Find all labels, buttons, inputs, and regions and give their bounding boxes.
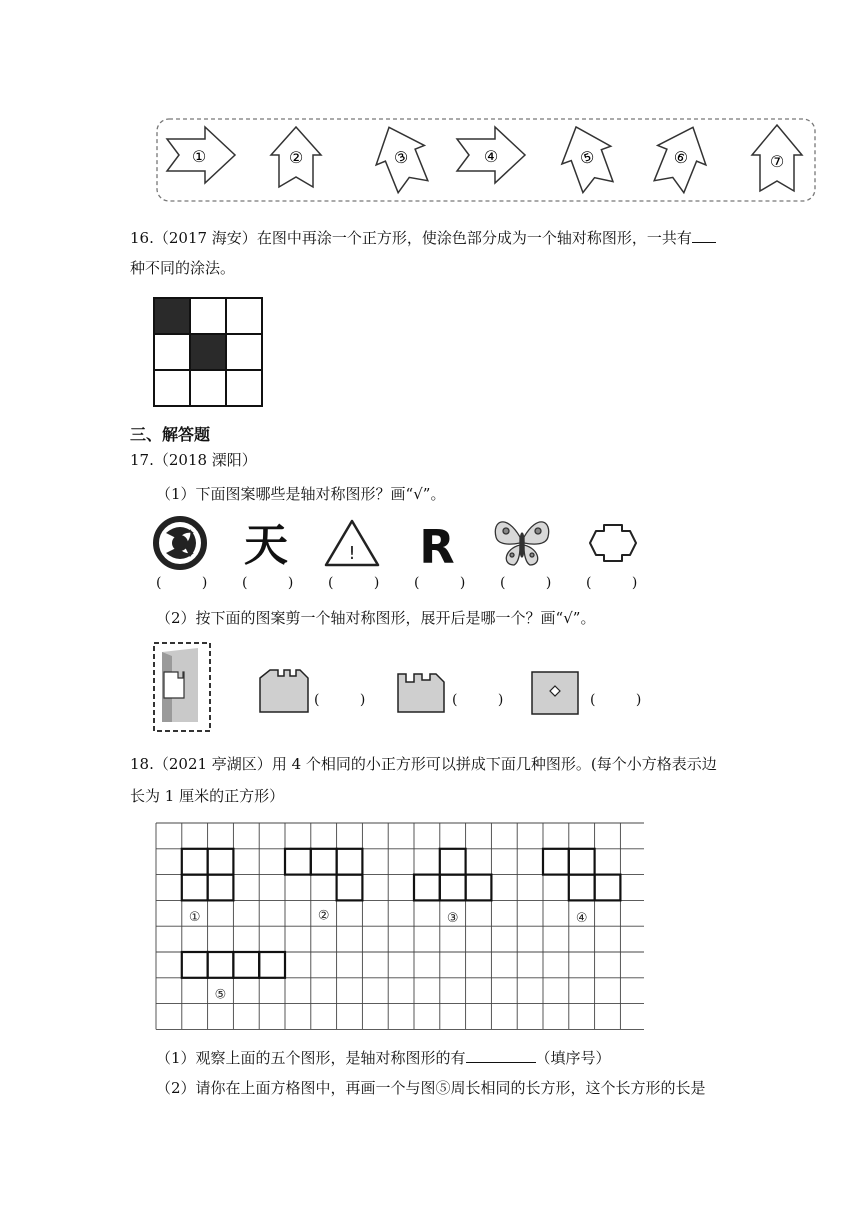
tian-character-icon: 天 bbox=[244, 520, 288, 571]
warning-mark: ! bbox=[348, 543, 356, 564]
q17-part1: （1）下面图案哪些是轴对称图形？画“√”。 bbox=[156, 485, 446, 503]
q18-text-a: 用 4 个相同的小正方形可以拼成下面几种图形。(每个小方格表示边 bbox=[271, 755, 717, 773]
q16-text-a: 在图中再涂一个正方形，使涂色部分成为一个轴对称图形，一共有 bbox=[256, 229, 692, 247]
q16-line1 bbox=[130, 226, 716, 248]
q16-source: （2017 海安） bbox=[153, 229, 257, 247]
q17-paren-4[interactable]: ( ) bbox=[414, 575, 484, 591]
arrow-5-icon bbox=[552, 118, 623, 196]
q17-paren-5[interactable]: ( ) bbox=[500, 575, 570, 591]
warning-triangle-icon bbox=[326, 521, 378, 565]
q18-square-grid bbox=[154, 820, 644, 1034]
grid-shape-label-3: ③ bbox=[446, 911, 459, 927]
arrow-5-label: ⑤ bbox=[577, 146, 598, 169]
q17-paren-2[interactable]: ( ) bbox=[242, 575, 312, 591]
logo-icon bbox=[156, 519, 204, 567]
q17-part2-paren-3[interactable]: ( ) bbox=[590, 692, 660, 708]
q18-sub1 bbox=[156, 1046, 611, 1068]
q18-sub1-answer-blank[interactable] bbox=[466, 1046, 536, 1063]
q17-header bbox=[130, 450, 257, 470]
arrow-7-label: ⑦ bbox=[769, 152, 785, 171]
grid-shape-label-1: ① bbox=[188, 909, 201, 925]
arrow-1-label: ① bbox=[191, 147, 207, 166]
q17-number: 17. bbox=[130, 451, 154, 469]
grid-shape-label-2: ② bbox=[317, 908, 330, 924]
grid-shape-2 bbox=[285, 849, 362, 901]
q17-paren-6[interactable]: ( ) bbox=[586, 575, 656, 591]
butterfly-icon bbox=[495, 522, 548, 565]
q18-sub1-hint: （填序号） bbox=[535, 1049, 611, 1067]
grid-shape-5 bbox=[182, 952, 285, 978]
arrow-1-icon bbox=[167, 127, 235, 183]
q18-source: （2021 亭湖区） bbox=[153, 755, 272, 773]
grid-shape-1 bbox=[182, 849, 234, 901]
arrow-2-icon bbox=[271, 127, 321, 187]
q16-line2 bbox=[130, 258, 235, 278]
q18-sub2: （2）请你在上面方格图中，再画一个与图⑤周长相同的长方形，这个长方形的长是 bbox=[156, 1079, 706, 1097]
q17-cut-figures bbox=[150, 640, 650, 736]
cross-shape-icon bbox=[590, 525, 636, 561]
q17-source: （2018 溧阳） bbox=[153, 451, 257, 469]
arrow-7-icon bbox=[752, 125, 802, 191]
q17-part2: （2）按下面的图案剪一个轴对称图形，展开后是哪一个？画“√”。 bbox=[156, 609, 596, 627]
q17-part2-paren-1[interactable]: ( ) bbox=[314, 692, 384, 708]
section-title: 三、解答题 bbox=[130, 425, 211, 444]
q17-icons bbox=[152, 515, 642, 575]
grid-shape-4 bbox=[543, 849, 620, 901]
q18-line2: 长为 1 厘米的正方形） bbox=[130, 787, 285, 805]
q17-part2-paren-2[interactable]: ( ) bbox=[452, 692, 522, 708]
arrow-6-icon bbox=[645, 118, 717, 197]
arrow-3-label: ③ bbox=[390, 145, 412, 169]
q17-paren-1[interactable]: ( ) bbox=[156, 575, 226, 591]
option-3-shape bbox=[532, 672, 578, 714]
q16-number: 16. bbox=[130, 229, 154, 247]
q16-answer-blank[interactable] bbox=[692, 226, 716, 243]
option-2-shape bbox=[398, 674, 444, 712]
q18-sub1-text: （1）观察上面的五个图形，是轴对称图形的有 bbox=[156, 1049, 466, 1067]
arrow-6-label: ⑥ bbox=[670, 145, 692, 169]
q16-text-b: 种不同的涂法。 bbox=[130, 259, 236, 277]
q17-paren-3[interactable]: ( ) bbox=[328, 575, 398, 591]
arrows-figure bbox=[155, 117, 817, 203]
grid-shape-label-5: ⑤ bbox=[214, 987, 227, 1003]
arrow-2-label: ② bbox=[288, 148, 304, 167]
grid-shape-3 bbox=[414, 849, 491, 901]
q18-line1 bbox=[130, 754, 717, 774]
q18-number: 18. bbox=[130, 755, 154, 773]
option-1-shape bbox=[260, 670, 308, 712]
arrow-4-icon bbox=[457, 127, 525, 183]
letter-r-icon: R bbox=[419, 520, 455, 574]
arrow-4-label: ④ bbox=[483, 147, 499, 166]
q16-grid bbox=[152, 296, 264, 408]
grid-shape-label-4: ④ bbox=[575, 911, 588, 927]
arrow-3-icon bbox=[365, 118, 437, 197]
